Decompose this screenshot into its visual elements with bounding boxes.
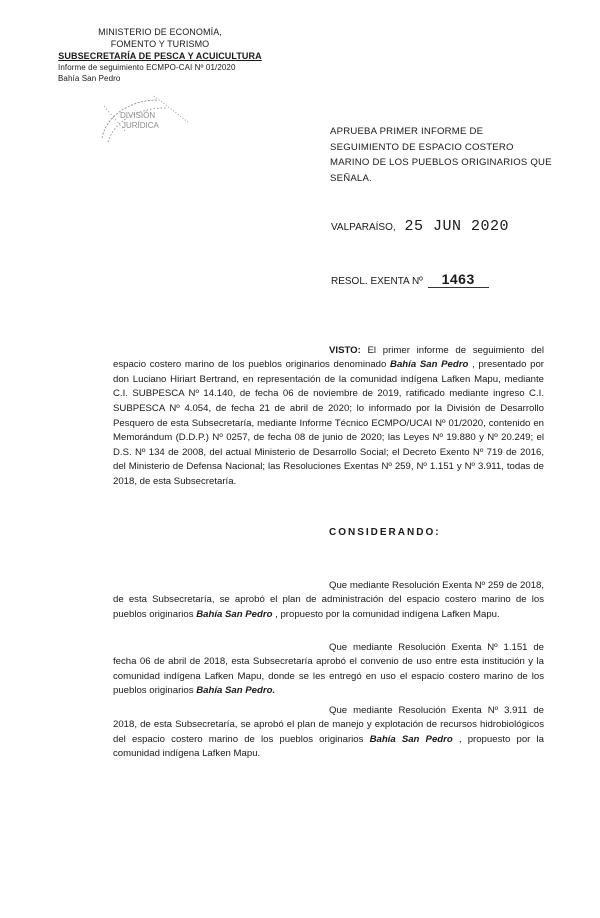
considerando-paragraph-1: Que mediante Resolución Exenta Nº 259 de 2018, de esta Subsecretaría, se aprobó el plan de administración del espacio costero marino de los pueblos originarios Bahía San Pedro , propuesto por la comunidad indígena Lafken Mapu.: [113, 579, 544, 620]
resolution-label: RESOL. EXENTA Nº: [331, 276, 423, 287]
considerando-heading: CONSIDERANDO:: [329, 527, 441, 538]
resolution-number: 1463: [428, 271, 489, 288]
document-title: APRUEBA PRIMER INFORME DE SEGUIMIENTO DE ESPACIO COSTERO MARINO DE LOS PUEBLOS ORIGINARIOS QUE SEÑALA.: [330, 126, 552, 184]
svg-text:JURÍDICA: JURÍDICA: [122, 121, 159, 130]
place-label: VALPARAÍSO,: [331, 222, 396, 233]
visto-paragraph: VISTO: El primer informe de seguimiento del espacio costero marino de los pueblos originarios denominado Bahía San Pedro , presentado por don Luciano Hiriart Bertrand, en representación de la comunidad indígena Lafken Mapu, mediante C.I. SUBPESCA Nº 14.140, de fecha 06 de noviembre de 2019, ratificado mediante ingreso C.I. SUBPESCA Nº 4.054, de fecha 21 de abril de 2020; lo informado por la División de Desarrollo Pesquero de esta Subsecretaría, mediante Informe Técnico ECMPO/UCAI Nº 01/2020, contenido en Memorándum (D.D.P.) Nº 0257, de fecha 08 de junio de 2020; las Leyes Nº 19.880 y Nº 20.249; el D.S. Nº 134 de 2008, del actual Ministerio de Desarrollo Social; el Decreto Exento Nº 719 de 2016, del Ministerio de Defensa Nacional; las Resoluciones Exentas Nº 259, Nº 1.151 y Nº 3.911, todas de 2018, de esta Subsecretaría.: [113, 344, 544, 487]
official-stamp-icon: [96, 92, 196, 146]
location-reference: Bahía San Pedro: [58, 74, 121, 83]
ministry-line-2: FOMENTO Y TURISMO: [110, 39, 210, 49]
visto-heading: VISTO:: [329, 344, 361, 356]
place-and-date: [331, 218, 509, 235]
resolution-number-line: [331, 271, 489, 288]
site-name: Bahía San Pedro: [369, 733, 453, 745]
undersecretariat: SUBSECRETARÍA DE PESCA Y ACUICULTURA: [58, 51, 262, 61]
site-name: Bahía San Pedro: [196, 608, 273, 620]
site-name: Bahía San Pedro: [390, 359, 469, 371]
date-stamp: 25 JUN 2020: [404, 218, 509, 235]
considerando-paragraph-2: Que mediante Resolución Exenta Nº 1.151 de fecha 06 de abril de 2018, esta Subsecretaría aprobó el convenio de uso entre esta institución y la comunidad indígena Lafken Mapu, donde se les entregó en uso el espacio costero marino de los pueblos originarios Bahía San Pedro.: [113, 641, 544, 697]
ministry-line-1: MINISTERIO DE ECONOMÍA,: [98, 27, 222, 37]
site-name: Bahía San Pedro.: [196, 685, 276, 697]
letterhead: [40, 26, 280, 84]
considerando-paragraph-3: Que mediante Resolución Exenta Nº 3.911 de 2018, de esta Subsecretaría, se aprobó el plan de manejo y explotación de recursos hidrobiológicos del espacio costero marino de los pueblos originarios Bahía San Pedro , propuesto por la comunidad indígena Lafken Mapu.: [113, 704, 544, 760]
svg-text:DIVISIÓN: DIVISIÓN: [120, 111, 156, 120]
report-reference: Informe de seguimiento ECMPO-CAI Nº 01/2020: [58, 63, 236, 72]
